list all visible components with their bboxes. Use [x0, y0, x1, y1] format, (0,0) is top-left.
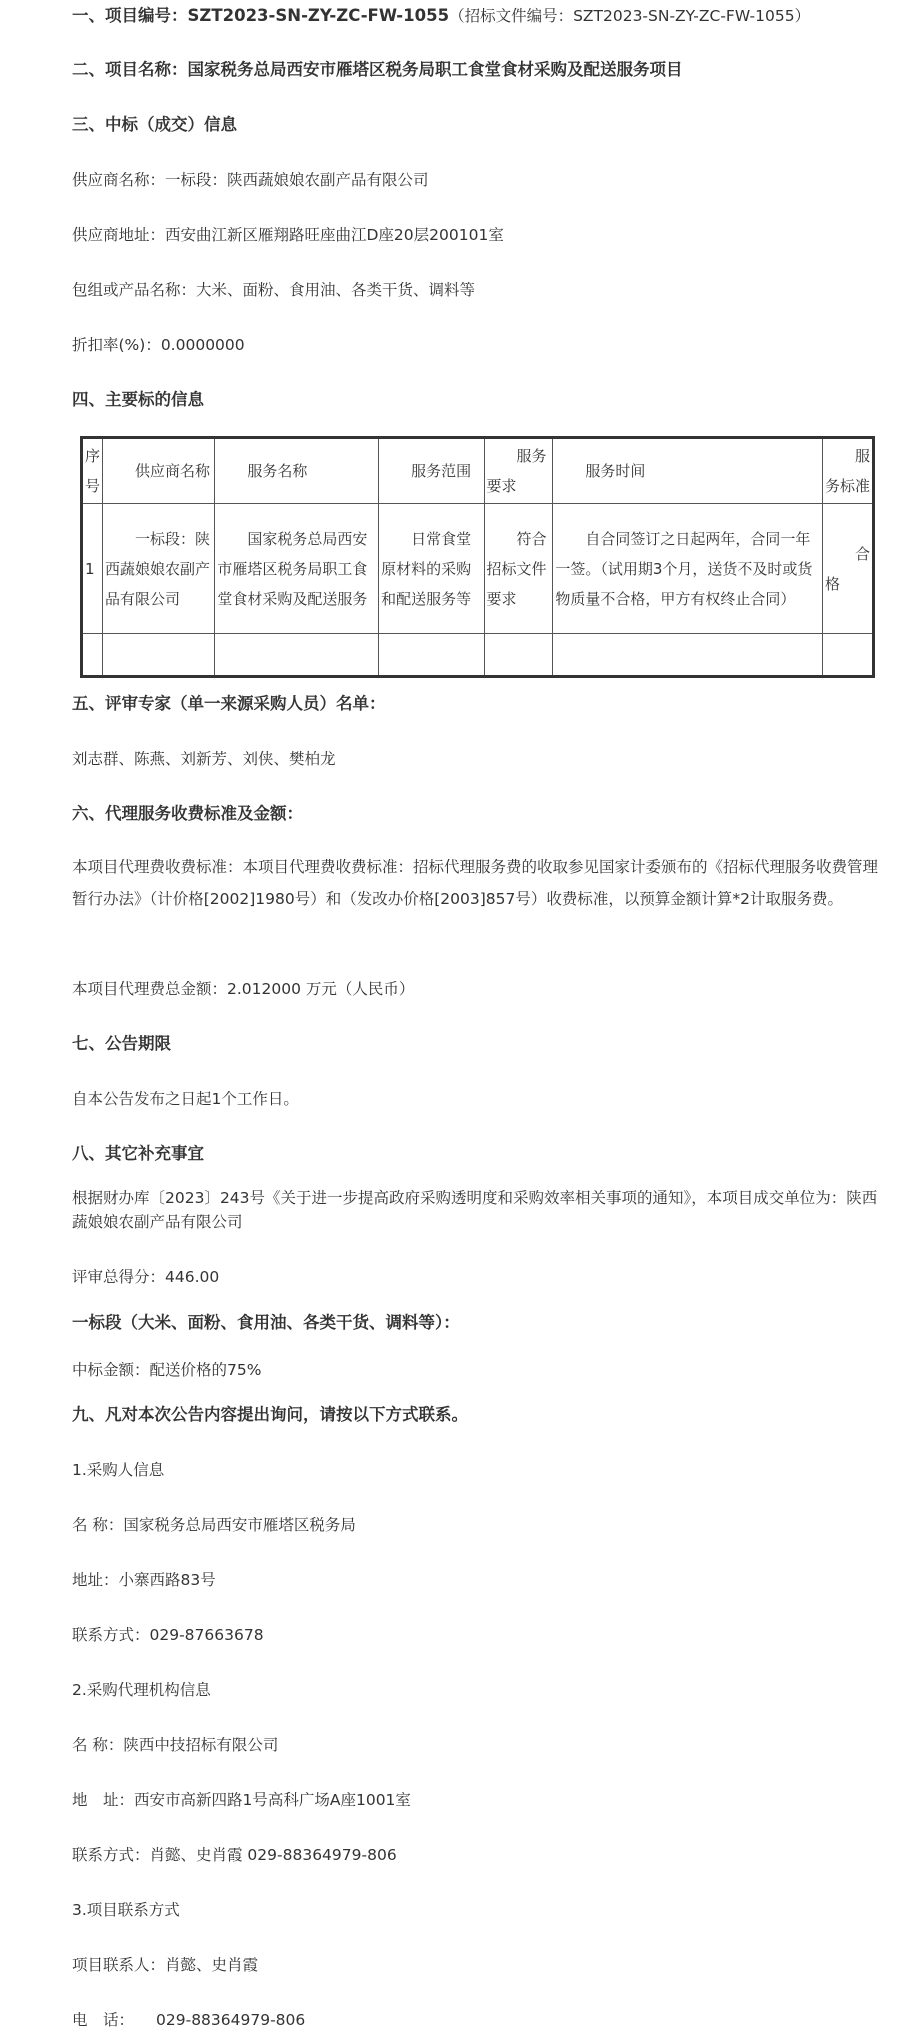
section-supplementary-heading: 八、其它补充事宜 — [72, 1144, 204, 1163]
project-contact-person: 项目联系人：肖懿、史肖霞 — [72, 1956, 259, 1974]
section-experts-heading: 五、评审专家（单一来源采购人员）名单： — [72, 694, 386, 713]
section-project-name: 二、项目名称：国家税务总局西安市雁塔区税务局职工食堂食材采购及配送服务项目 — [72, 60, 683, 79]
agency-info-title: 2.采购代理机构信息 — [72, 1681, 211, 1699]
section-contact-heading: 九、凡对本次公告内容提出询问，请按以下方式联系。 — [72, 1405, 468, 1424]
supplier-name: 供应商名称：一标段：陕西蔬娘娘农副产品有限公司 — [72, 171, 429, 189]
header-cell-service-name: 服务名称 — [215, 438, 379, 504]
project-number-prefix: 一、项目编号： — [72, 6, 188, 25]
header-cell-service-standard: 服务标准 — [822, 438, 873, 504]
cell-supplier: 一标段：陕西蔬娘娘农副产品有限公司 — [103, 504, 215, 634]
table-empty-row — [82, 634, 874, 677]
project-number-code: SZT2023-SN-ZY-ZC-FW-1055 — [187, 6, 450, 25]
header-cell-index: 序号 — [82, 438, 103, 504]
agency-fee-total: 本项目代理费总金额：2.012000 万元（人民币） — [72, 980, 415, 998]
supplementary-paragraph: 根据财办库〔2023〕243号《关于进一步提高政府采购透明度和采购效率相关事项的通知》，本项目成交单位为：陕西蔬娘娘农副产品有限公司 — [72, 1189, 878, 1231]
section-notice-period-heading: 七、公告期限 — [72, 1034, 171, 1053]
main-items-table — [80, 436, 875, 678]
award-amount: 中标金额：配送价格的75% — [72, 1361, 262, 1379]
table-header-row — [82, 438, 874, 504]
section-award-heading: 三、中标（成交）信息 — [72, 115, 237, 134]
project-phone-line — [72, 2010, 305, 2030]
project-contact-title: 3.项目联系方式 — [72, 1901, 180, 1919]
section-main-items-heading: 四、主要标的信息 — [72, 390, 204, 409]
product-package: 包组或产品名称：大米、面粉、食用油、各类干货、调料等 — [72, 281, 476, 299]
section-agency-fee-heading: 六、代理服务收费标准及金额： — [72, 804, 303, 823]
header-cell-service-scope: 服务范围 — [379, 438, 484, 504]
buyer-contact: 联系方式：029-87663678 — [72, 1626, 264, 1644]
experts-list: 刘志群、陈燕、刘新芳、刘侠、樊柏龙 — [72, 750, 336, 768]
header-cell-supplier: 供应商名称 — [103, 438, 215, 504]
notice-period-text: 自本公告发布之日起1个工作日。 — [72, 1090, 299, 1108]
header-cell-service-requirement: 服务要求 — [484, 438, 553, 504]
supplier-address: 供应商地址：西安曲江新区雁翔路旺座曲江D座20层200101室 — [72, 226, 504, 244]
section-project-number — [72, 6, 810, 26]
agency-address: 地 址：西安市高新四路1号高科广场A座1001室 — [72, 1791, 411, 1809]
cell-service-name: 国家税务总局西安市雁塔区税务局职工食堂食材采购及配送服务 — [215, 504, 379, 634]
cell-service-scope: 日常食堂原材料的采购和配送服务等 — [379, 504, 484, 634]
buyer-info-title: 1.采购人信息 — [72, 1461, 165, 1479]
project-phone-label: 电 话： — [72, 2011, 135, 2029]
cell-index: 1 — [82, 504, 103, 634]
review-total-score: 评审总得分：446.00 — [72, 1268, 220, 1286]
project-phone-number: 029-88364979-806 — [156, 2011, 306, 2029]
tender-doc-number: （招标文件编号：SZT2023-SN-ZY-ZC-FW-1055） — [449, 7, 811, 25]
cell-service-standard: 合格 — [822, 504, 873, 634]
lot-one-heading: 一标段（大米、面粉、食用油、各类干货、调料等）： — [72, 1313, 460, 1332]
discount-rate: 折扣率(%)：0.0000000 — [72, 336, 245, 354]
cell-service-time: 自合同签订之日起两年，合同一年一签。（试用期3个月，送货不及时或货物质量不合格，甲方有权终止合同） — [553, 504, 823, 634]
buyer-address: 地址：小寨西路83号 — [72, 1571, 216, 1589]
agency-name: 名 称：陕西中技招标有限公司 — [72, 1736, 279, 1754]
agency-contact: 联系方式：肖懿、史肖霞 029-88364979-806 — [72, 1846, 397, 1864]
header-cell-service-time: 服务时间 — [553, 438, 823, 504]
agency-fee-standard: 本项目代理费收费标准：本项目代理费收费标准：招标代理服务费的收取参见国家计委颁布的《招标代理服务收费管理暂行办法》（计价格[2002]1980号）和（发改办价格[2003]857号）收费标准，以预算金额计算*2计取服务费。 — [72, 858, 879, 908]
table-row — [82, 504, 874, 634]
cell-service-requirement: 符合招标文件要求 — [484, 504, 553, 634]
buyer-name: 名 称：国家税务总局西安市雁塔区税务局 — [72, 1516, 356, 1534]
